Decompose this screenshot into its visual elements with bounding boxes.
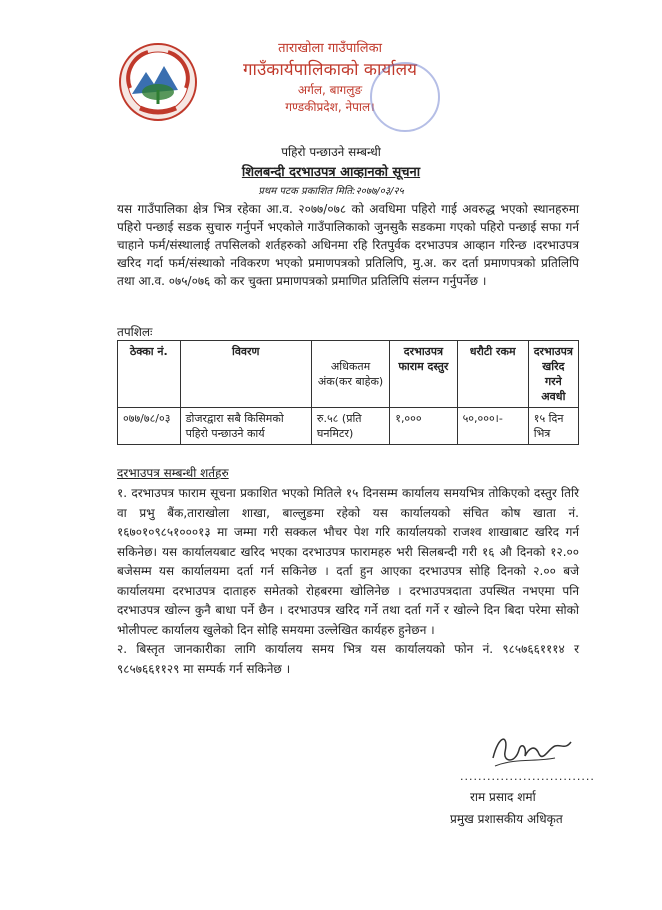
contract-table [117, 340, 579, 445]
publication-date: प्रथम पटक प्रकाशित मिति:२०७७/०३/२५ [258, 186, 404, 197]
header-description: विवरण [180, 341, 311, 408]
notice-subject: पहिरो पन्छाउने सम्बन्धी [281, 145, 381, 159]
office-stamp-icon [370, 62, 440, 132]
table-header-row [118, 341, 579, 408]
header-contract-no: ठेक्का नं. [118, 341, 181, 408]
cell-form-fee: १,००० [390, 408, 457, 445]
notice-title [0, 162, 662, 180]
signatory-title: प्रमुख प्रशासकीय अधिकृत [450, 812, 563, 826]
header-purchase-period: दरभाउपत्र खरिद गरने अवधी [528, 341, 578, 408]
cell-contract-no: ०७७/७८/०३ [118, 408, 181, 445]
nepal-emblem-icon [118, 42, 198, 122]
header-deposit: धरौटी रकम [457, 341, 528, 408]
official-stamp-icon [440, 828, 580, 850]
header-max-rate: अधिकतम अंक(कर बाहेक) [311, 341, 389, 408]
municipality-name: ताराखोला गाउँपालिका [278, 41, 382, 56]
conditions-list [117, 484, 579, 679]
signature-line: .............................. [460, 770, 595, 783]
table-row [118, 408, 579, 445]
signature-icon [485, 728, 575, 773]
office-location: अर्गल, बागलुङ [297, 83, 363, 97]
conditions-heading: दरभाउपत्र सम्बन्धी शर्तहरु [117, 466, 229, 480]
cell-max-rate: रु.५८ (प्रति घनमिटर) [311, 408, 389, 445]
condition-item-1: १. दरभाउपत्र फाराम सूचना प्रकाशित भएको मितिले १५ दिनसम्म कार्यालय समयभित्र तोकिएको दस्तुर तिरि वा प्रभु बैंक,ताराखोला शाखा, बाल्लुङमा रहेको यस कार्यालयको संचित कोष खाता नं. १६७०१०९८५१०००१३ मा जम्मा गरी सक्कल भौचर पेश गरि कार्यालयको राजश्व शाखाबाट खरिद गर्न सकिनेछ। यस कार्यालयबाट खरिद भएका दरभाउपत्र फारामहरु भरी सिलबन्दी गरी १६ औ दिनको १२.०० बजेसम्म यस कार्यालयमा दर्ता गर्न सकिनेछ । दर्ता हुन आएका दरभाउपत्र सोहि दिनको २.०० बजे कार्यालयमा दरभाउपत्र दाताहरु समेतको रोहबरमा खोलिनेछ । दरभाउपत्रदाता उपस्थित नभएमा पनि दरभाउपत्र खोल्न कुनै बाधा पर्ने छैन । दरभाउपत्र खरिद गर्ने तथा दर्ता गर्ने र खोल्ने दिन बिदा परेमा सोको भोलीपल्ट कार्यालय खुलेको दिन सोहि समयमा उल्लेखित कार्यहरु हुनेछन । [117, 486, 579, 637]
office-province: गण्डकीप्रदेश, नेपाल। [285, 100, 375, 114]
signatory-name: राम प्रसाद शर्मा [470, 790, 536, 804]
condition-item-2: २. बिस्तृत जानकारीका लागि कार्यालय समय भित्र यस कार्यालयको फोन नं. ९८५७६६१११४ र ९८५७६६११२९ मा सम्पर्क गर्न सकिनेछ । [117, 642, 579, 676]
header-form-fee: दरभाउपत्र फाराम दस्तुर [390, 341, 457, 408]
cell-purchase-period: १५ दिन भित्र [528, 408, 578, 445]
cell-description: डोजरद्वारा सबै किसिमको पहिरो पन्छाउने कार्य [180, 408, 311, 445]
cell-deposit: ५०,०००।- [457, 408, 528, 445]
notice-paragraph: यस गाउँपालिका क्षेत्र भित्र रहेका आ.व. २०७७/०७८ को अवधिमा पहिरो गाई अवरुद्ध भएको स्थानहरुमा पहिरो पन्छाई सडक सुचारु गर्नुपर्ने भएकोले गाउँपालिकाको जुनसुकै सडकमा गएको पहिरो पन्छाई सफा गर्न चाहाने फर्म/संस्थालाई तपसिलको शर्तहरुको अधिनमा रहि रितपुर्वक दरभाउपत्र आव्हान गरिन्छ ।दरभाउपत्र खरिद गर्दा फर्म/संस्थाको नविकरण भएको प्रमाणपत्रको प्रतिलिपि, मु.अ. कर दर्ता प्रमाणपत्रको प्रतिलिपि तथा आ.व. ०७५/०७६ को कर चुक्ता प्रमाणपत्रको प्रमाणित प्रतिलिपि संलग्न गर्नुपर्नेछ । [117, 202, 579, 288]
details-label: तपशिलः [117, 325, 153, 339]
notice-title-text: शिलबन्दी दरभाउपत्र आव्हानको सूचना [241, 165, 421, 180]
office-name: गाउँकार्यपालिकाको कार्यालय [242, 60, 418, 80]
